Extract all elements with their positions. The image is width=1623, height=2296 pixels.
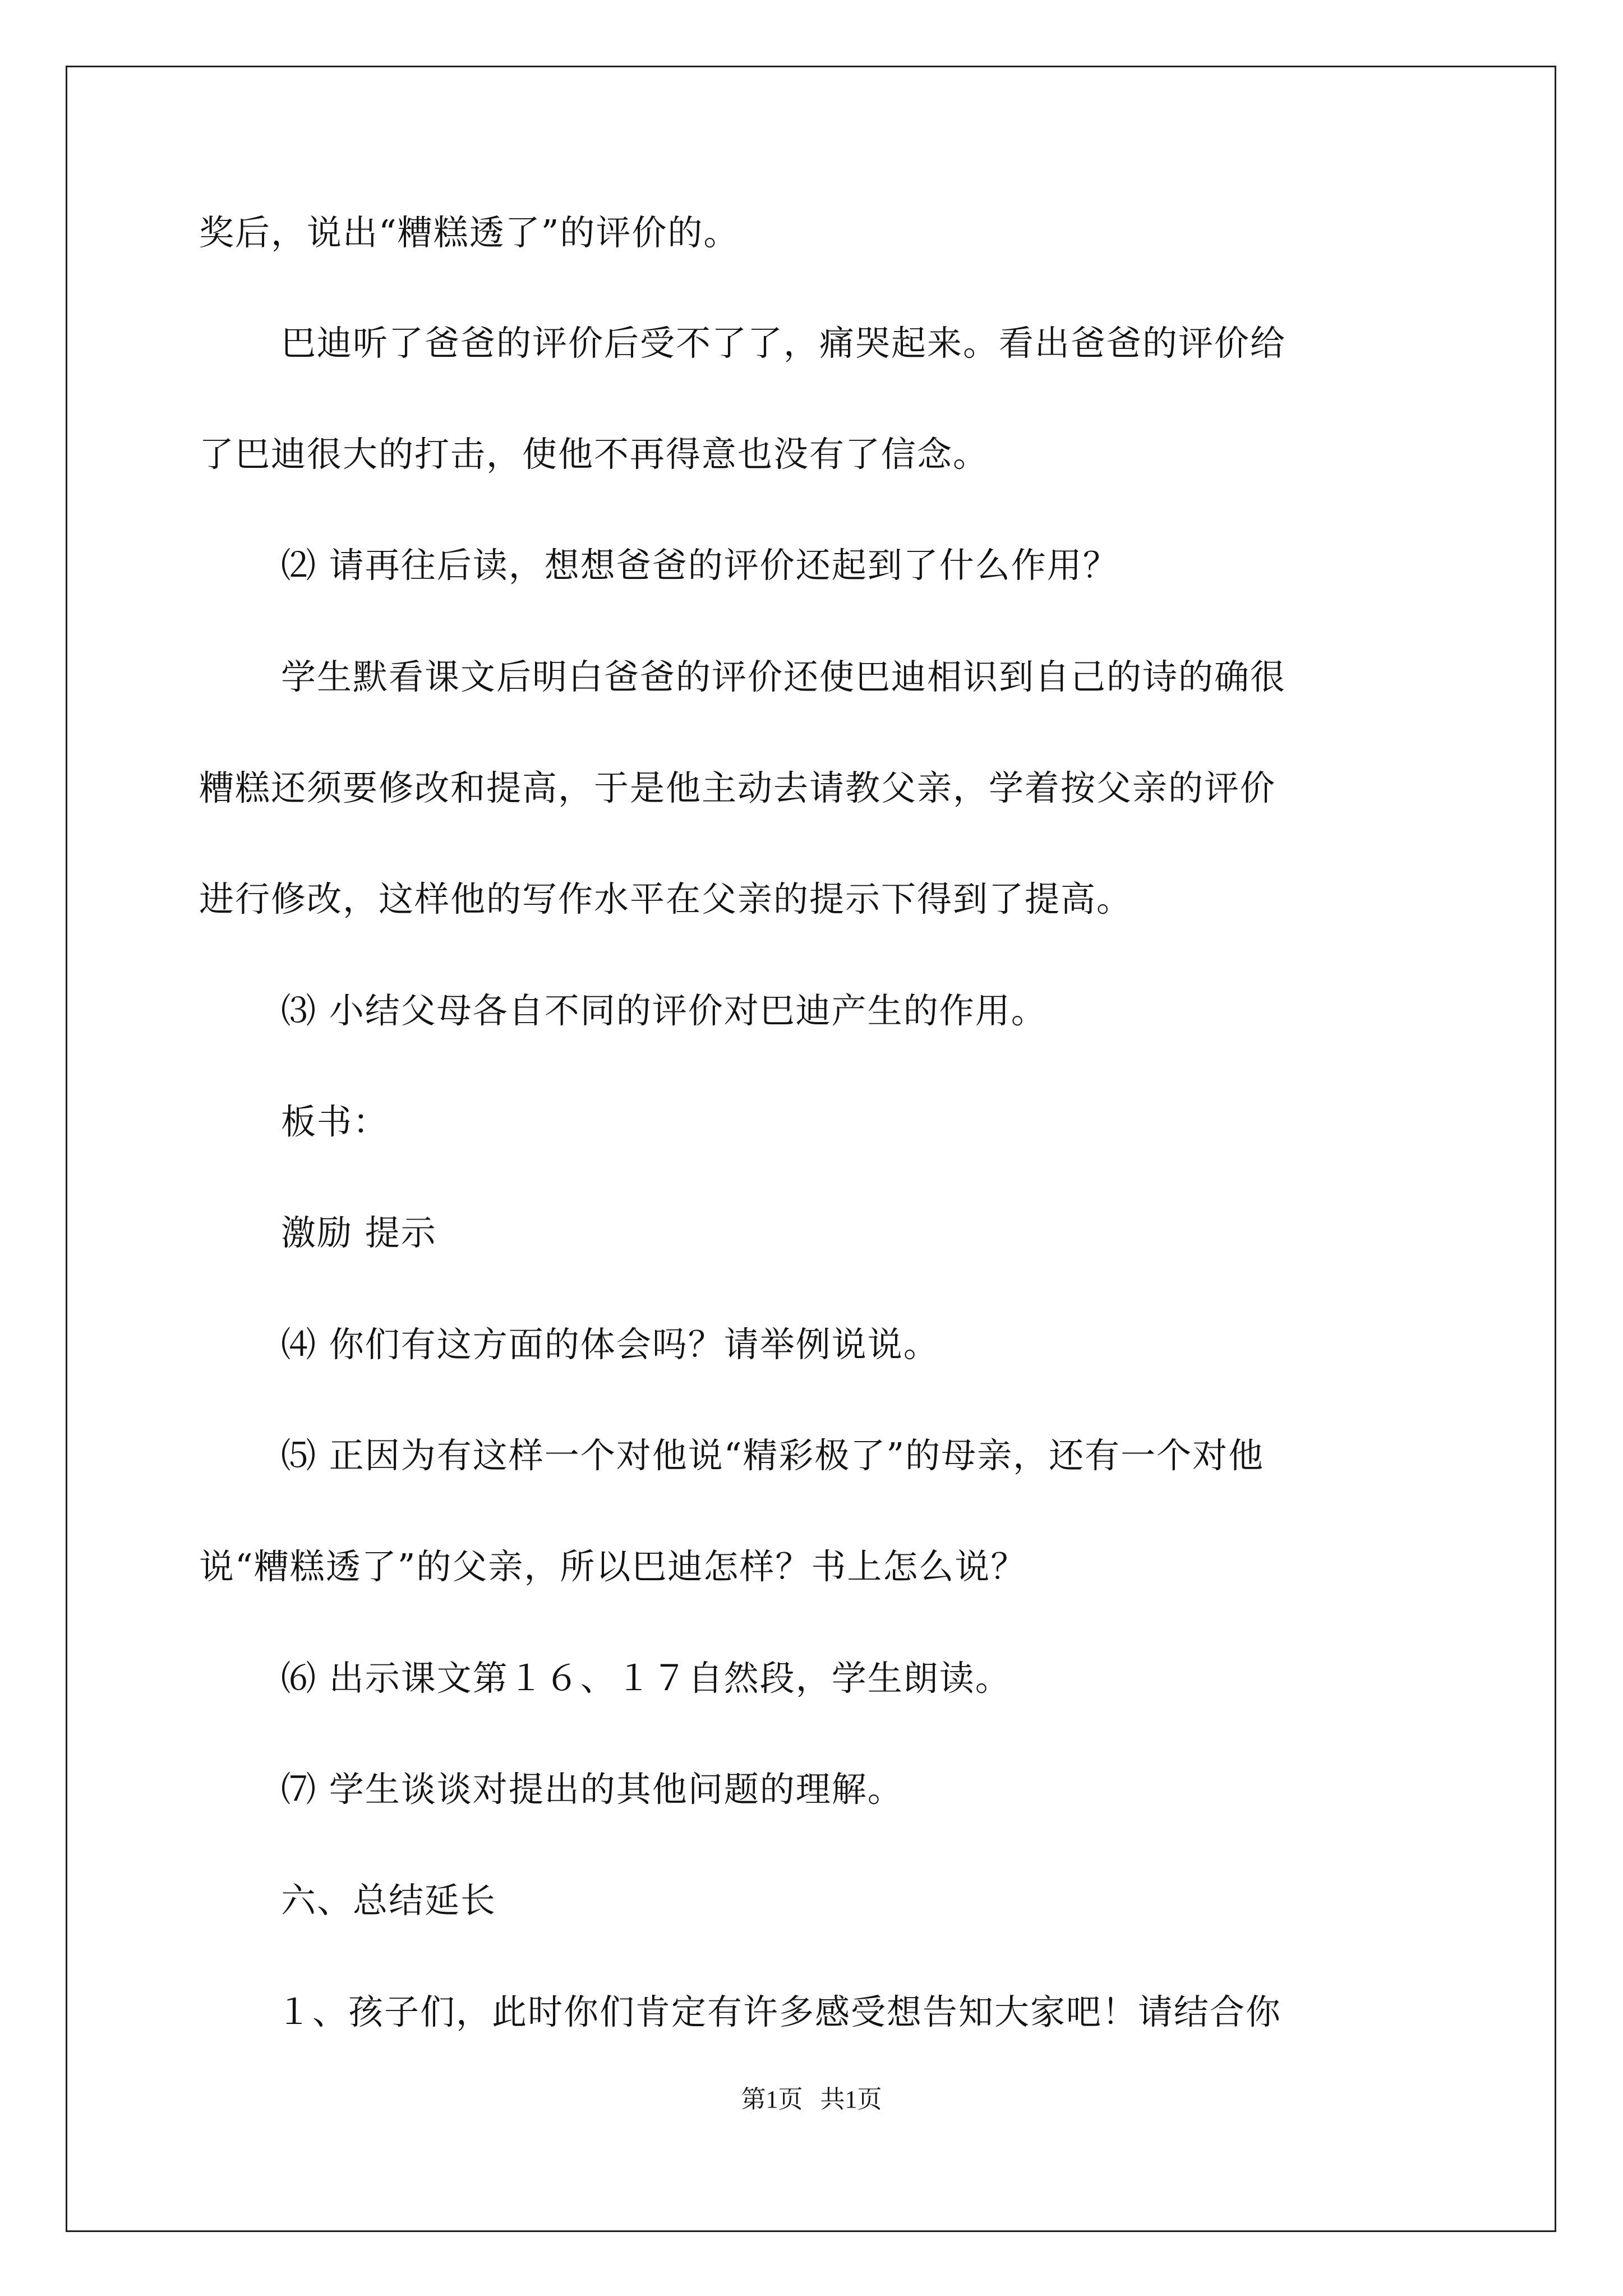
paragraph-line: ⑵ 请再往后读，想想爸爸的评价还起到了什么作用？ xyxy=(281,545,1119,586)
paragraph-line: 糟糕还须要修改和提高，于是他主动去请教父亲，学着按父亲的评价 xyxy=(199,767,1276,808)
paragraph-line: 了巴迪很大的打击，使他不再得意也没有了信念。 xyxy=(199,434,989,475)
paragraph-line: ⑹ 出示课文第１６、１７自然段，学生朗读。 xyxy=(281,1658,1011,1699)
paragraph-line: 板书： xyxy=(281,1101,389,1142)
paragraph-line: 奖后，说出“糟糕透了”的评价的。 xyxy=(199,212,740,253)
paragraph-line: ⑷ 你们有这方面的体会吗？请举例说说。 xyxy=(281,1324,939,1365)
paragraph-line: ⑸ 正因为有这样一个对他说“精彩极了”的母亲，还有一个对他 xyxy=(281,1435,1265,1476)
page-total: 共1页 xyxy=(820,2086,882,2113)
section-heading: 六、总结延长 xyxy=(281,1880,497,1921)
paragraph-line: 巴迪听了爸爸的评价后受不了了，痛哭起来。看出爸爸的评价给 xyxy=(281,323,1287,364)
page-number: 第1页 xyxy=(741,2086,803,2113)
paragraph-line: 进行修改，这样他的写作水平在父亲的提示下得到了提高。 xyxy=(199,878,1133,919)
page-footer xyxy=(0,2084,1623,2115)
paragraph-line: 激励 提示 xyxy=(281,1212,437,1253)
paragraph-line: ⑺ 学生谈谈对提出的其他问题的理解。 xyxy=(281,1769,903,1810)
paragraph-line: ⑶ 小结父母各自不同的评价对巴迪产生的作用。 xyxy=(281,990,1047,1031)
paragraph-line: 学生默看课文后明白爸爸的评价还使巴迪相识到自己的诗的确很 xyxy=(281,656,1287,697)
paragraph-line: 说“糟糕透了”的父亲，所以巴迪怎样？书上怎么说？ xyxy=(199,1546,1027,1587)
paragraph-line: １、孩子们，此时你们肯定有许多感受想告知大家吧！请结合你 xyxy=(276,1991,1282,2032)
